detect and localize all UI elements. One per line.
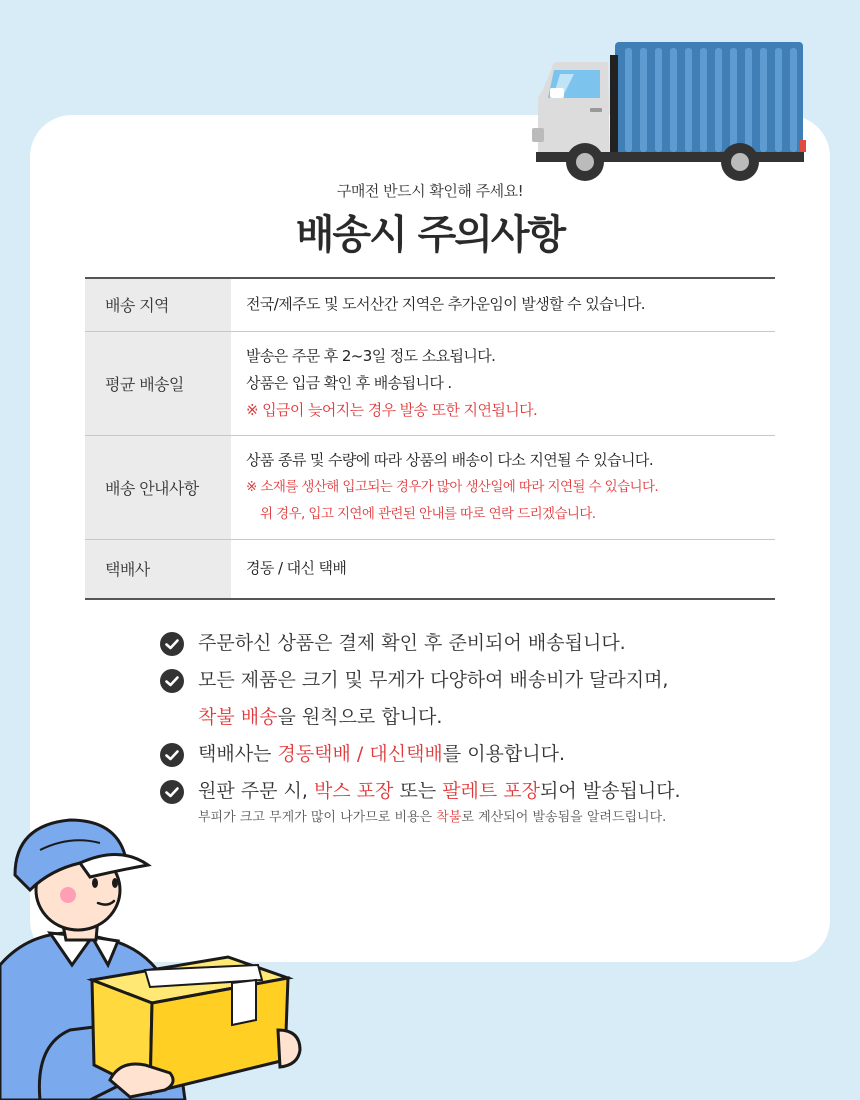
row-label: 택배사 — [85, 539, 231, 599]
page-title: 배송시 주의사항 — [295, 212, 565, 258]
row-value — [231, 278, 775, 331]
check-circle-icon — [160, 743, 184, 767]
notice-item — [160, 625, 750, 662]
value-line: 경동 / 대신 택배 — [246, 559, 347, 578]
warning-line: ※ 입금이 늦어지는 경우 발송 또한 지연됩니다. — [246, 400, 538, 419]
check-circle-icon — [160, 780, 184, 804]
notice-text: 을 원칙으로 합니다. — [277, 706, 443, 728]
row-label: 배송 안내사항 — [85, 435, 231, 539]
notice-text: 택배사는 — [198, 743, 278, 765]
truck-illustration — [530, 40, 810, 190]
warning-line: 위 경우, 입고 지연에 관련된 안내를 따로 연락 드리겠습니다. — [260, 505, 596, 522]
highlight-text: 경동택배 / 대신택배 — [277, 743, 443, 765]
notice-text: 또는 — [393, 780, 443, 802]
notice-text: 주문하신 상품은 결제 확인 후 준비되어 배송됩니다. — [198, 632, 626, 654]
shipping-info-table — [85, 277, 775, 600]
value-line: 상품은 입금 확인 후 배송됩니다 . — [246, 373, 452, 392]
value-line: 발송은 주문 후 2~3일 정도 소요됩니다. — [246, 346, 496, 365]
row-value — [231, 435, 775, 539]
table-row — [85, 435, 775, 539]
delivery-person-illustration — [0, 815, 310, 1100]
row-label: 평균 배송일 — [85, 331, 231, 435]
value-line: 상품 종류 및 수량에 따라 상품의 배송이 다소 지연될 수 있습니다. — [246, 450, 653, 469]
table-row — [85, 539, 775, 599]
value-line: 전국/제주도 및 도서산간 지역은 추가운임이 발생할 수 있습니다. — [246, 295, 645, 314]
check-circle-icon — [160, 632, 184, 656]
highlight-text: 박스 포장 — [313, 780, 394, 802]
highlight-text: 착불 — [436, 810, 462, 825]
header-kicker: 구매전 반드시 확인해 주세요! — [336, 182, 524, 200]
notice-item — [160, 773, 750, 810]
footnote-text: 로 계산되어 발송됨을 알려드립니다. — [461, 810, 667, 825]
highlight-text: 착불 배송 — [198, 706, 278, 728]
notice-item — [160, 736, 750, 773]
notice-text: 를 이용합니다. — [442, 743, 566, 765]
row-value — [231, 331, 775, 435]
row-label: 배송 지역 — [85, 278, 231, 331]
notice-text: 되어 발송됩니다. — [540, 780, 681, 802]
check-circle-icon — [160, 669, 184, 693]
highlight-text: 팔레트 포장 — [442, 780, 541, 802]
warning-line: ※ 소재를 생산해 입고되는 경우가 많아 생산일에 따라 지연될 수 있습니다. — [246, 478, 659, 495]
footnote-text: 부피가 크고 무게가 많이 나가므로 비용은 — [198, 810, 437, 825]
notice-text: 원판 주문 시, — [198, 780, 314, 802]
table-row — [85, 331, 775, 435]
notice-text: 모든 제품은 크기 및 무게가 다양하여 배송비가 달라지며, — [198, 669, 669, 691]
notice-list — [160, 625, 750, 827]
row-value — [231, 539, 775, 599]
notice-item — [160, 662, 750, 699]
table-row — [85, 278, 775, 331]
notice-item-continued — [160, 699, 750, 736]
